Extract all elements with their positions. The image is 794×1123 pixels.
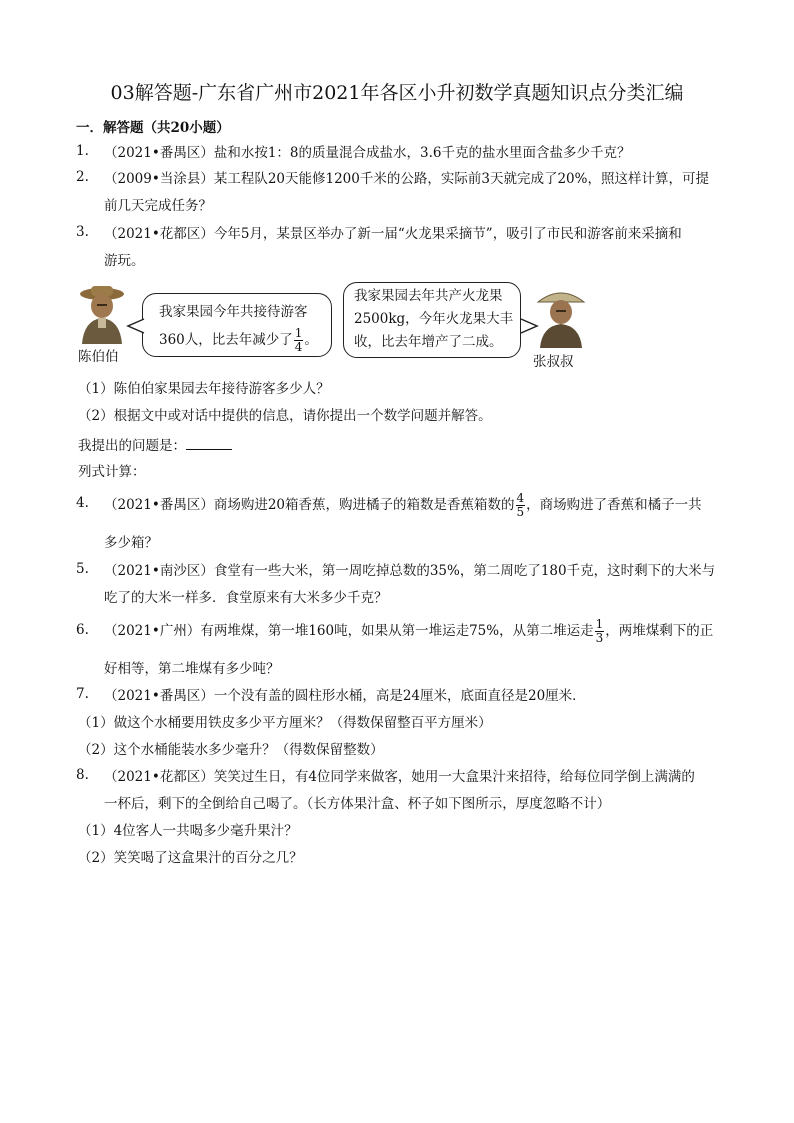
right-bubble-line2: 2500kg，今年火龙果大丰 xyxy=(354,311,514,327)
q8-sub1: （1）4位客人一共喝多少毫升果汁？ xyxy=(78,823,298,839)
q3-line1: （2021•花都区）今年5月，某景区举办了新一届“火龙果采摘节”，吸引了市民和游客前来采摘和 xyxy=(104,226,682,242)
fraction-numerator: 1 xyxy=(294,326,303,340)
left-bubble-end: 。 xyxy=(304,332,318,348)
old-man-illustration xyxy=(78,282,126,344)
q4-fraction xyxy=(516,492,526,519)
q7-sub2: （2）这个水桶能装水多少毫升？（得数保留整数） xyxy=(78,742,384,758)
q5-line2: 吃了的大米一样多．食堂原来有大米多少千克？ xyxy=(104,590,388,606)
q7-sub1: （1）做这个水桶要用铁皮多少平方厘米？（得数保留整百平方厘米） xyxy=(78,715,492,731)
right-speech-bubble xyxy=(343,282,521,358)
q3-ask-label: 我提出的问题是： xyxy=(78,438,186,454)
q4-line1-a: （2021•番禺区）商场购进20箱香蕉，购进橘子的箱数是香蕉箱数的 xyxy=(104,497,515,513)
q4-line1 xyxy=(104,489,702,521)
fraction-denominator: 3 xyxy=(595,631,604,645)
q8-line2: 一杯后，剩下的全倒给自己喝了。（长方体果汁盒、杯子如下图所示，厚度忽略不计） xyxy=(104,796,611,812)
q5-line1: （2021•南沙区）食堂有一些大米，第一周吃掉总数的35%，第二周吃了180千克，这时剩下的大米与 xyxy=(104,563,716,579)
q6-fraction xyxy=(595,618,605,645)
q3-ask xyxy=(78,435,232,456)
answer-blank[interactable] xyxy=(186,435,232,450)
q7-line1: （2021•番禺区）一个没有盖的圆柱形水桶，高是24厘米，底面直径是20厘米． xyxy=(104,688,586,704)
fraction-denominator: 4 xyxy=(294,340,303,354)
fraction-denominator: 5 xyxy=(516,505,525,519)
q6-number: 6. xyxy=(76,622,89,638)
q2-line2: 前几天完成任务？ xyxy=(104,198,212,214)
q3-number: 3. xyxy=(76,224,89,240)
q5-number: 5. xyxy=(76,561,89,577)
farmer-illustration xyxy=(536,286,586,348)
left-bubble-tail xyxy=(126,318,146,334)
q3-calc: 列式计算： xyxy=(78,464,146,480)
right-bubble-line1: 我家果园去年共产火龙果 xyxy=(354,288,503,304)
left-bubble-line2-text: 360人，比去年减少了 xyxy=(159,332,293,348)
fraction-numerator: 4 xyxy=(516,491,525,505)
q6-line1-b: ，两堆煤剩下的正 xyxy=(605,623,714,639)
q3-sub2: （2）根据文中或对话中提供的信息，请你提出一个数学问题并解答。 xyxy=(78,408,492,424)
left-bubble-line1: 我家果园今年共接待游客 xyxy=(159,304,308,320)
q6-line1 xyxy=(104,615,713,647)
page-title: 03解答题-广东省广州市2021年各区小升初数学真题知识点分类汇编 xyxy=(110,82,684,104)
left-bubble-line2 xyxy=(159,326,331,354)
left-speaker-name: 陈伯伯 xyxy=(78,349,119,365)
q4-number: 4. xyxy=(76,495,89,511)
q1-text: （2021•番禺区）盐和水按1：8的质量混合成盐水，3.6千克的盐水里面含盐多少千克？ xyxy=(104,145,631,161)
right-bubble-line3: 收，比去年增产了二成。 xyxy=(354,334,503,350)
section-heading: 一．解答题（共20小题） xyxy=(76,120,230,136)
q6-line1-a: （2021•广州）有两堆煤，第一堆160吨，如果从第一堆运走75%，从第二堆运走 xyxy=(104,623,594,639)
q8-number: 8. xyxy=(76,767,89,783)
q2-line1: （2009•当涂县）某工程队20天能修1200千米的公路，实际前3天就完成了20%，照这样计算，可提 xyxy=(104,171,709,187)
right-speaker-name: 张叔叔 xyxy=(533,354,574,370)
q1-number: 1. xyxy=(76,143,89,159)
fraction-numerator: 1 xyxy=(595,617,604,631)
q4-line1-b: ，商场购进了香蕉和橘子一共 xyxy=(526,497,702,513)
left-bubble-fraction xyxy=(294,327,304,354)
q8-line1: （2021•花都区）笑笑过生日，有4位同学来做客，她用一大盒果汁来招待，给每位同学倒上满满的 xyxy=(104,769,695,785)
q4-line2: 多少箱？ xyxy=(104,535,158,551)
q3-sub1: （1）陈伯伯家果园去年接待游客多少人？ xyxy=(78,381,330,397)
q7-number: 7. xyxy=(76,686,89,702)
q2-number: 2. xyxy=(76,169,89,185)
q8-sub2: （2）笑笑喝了这盒果汁的百分之几？ xyxy=(78,850,303,866)
left-speech-bubble xyxy=(142,293,332,357)
q6-line2: 好相等，第二堆煤有多少吨？ xyxy=(104,661,280,677)
q3-line2: 游玩。 xyxy=(104,253,145,269)
